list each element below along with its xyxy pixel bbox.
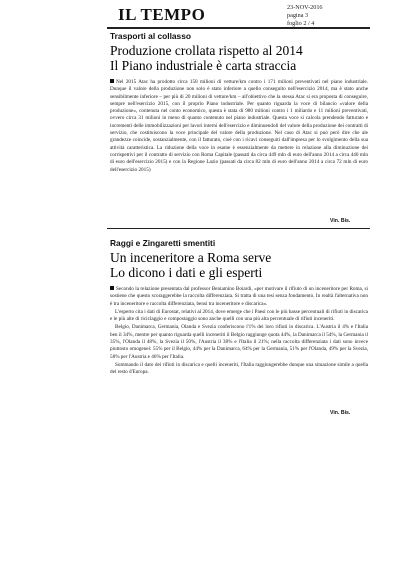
bullet-marker xyxy=(110,79,114,83)
clipping-meta xyxy=(287,4,367,28)
separator-rule xyxy=(107,228,370,229)
article1-headline xyxy=(110,43,370,73)
article2-kicker: Raggi e Zingaretti smentiti xyxy=(110,238,216,248)
article2-body xyxy=(110,286,368,378)
article1-kicker: Trasporti al collasso xyxy=(110,31,191,41)
article2-headline xyxy=(110,250,370,280)
article1-headline-line2: Il Piano industriale è carta straccia xyxy=(110,58,297,73)
article2-headline-line2: Lo dicono i dati e gli esperti xyxy=(110,265,263,280)
clipping-sheet: foglio 2 / 4 xyxy=(287,20,315,27)
top-rule xyxy=(107,27,370,29)
article2-headline-line1: Un inceneritore a Roma serve xyxy=(110,250,272,265)
bullet-marker xyxy=(110,286,114,290)
article2-paragraph: Sommando il dato dei rifiuti in discarica e quelli inceneriti, l'Italia raggiungerebbe dunque una situazione simile a quella del resto d'Europa. xyxy=(110,361,368,376)
article2-paragraph: Belgio, Danimarca, Germania, Olanda e Svezia conferiscono l'1% dei loro rifiuti in discarica. L'Austria il 4% e l'Italia ben il 34%, mentre per quanto riguarda quelli inceneriti il Belgio raggiunge quota 44%, la Danimarca il 54%, la Germania il 35%, l'Olanda il 48%, la Svezia il 50%, l'Austria il 38% e l'Italia il 21%; nella raccolta differenziata i dati sono invece piuttosto omogenei: 55% per il Belgio, 44% per la Danimarca, 64% per la Germania, 51% per l'Olanda, 49% per la Svezia, 58% per l'Austria e 46% per l'Italia. xyxy=(110,324,368,360)
clipping-page: pagina 3 xyxy=(287,12,309,19)
article1-text: Nel 2015 Atac ha prodotto circa 150 milioni di vetture/km contro i 171 milioni preventivati nel piano industriale. Dunque il valore della produzione non solo è stato inferiore a quello conseguito nell'esercizio 2014, ma è stato anche sensibilmente inferiore – per più di 20 milioni di vetture/km – all'obiettivo che la stessa Atac si era proposta di conseguire, sempre nell'esercizio 2015, con il proprio Piano industriale. Per quanto riguarda la voce di bilancio «valore della produzione», contenuta nel conto economico, questa è stata di 980 milioni contro i 1 miliardo e 11 milioni preventivati, ovvero circa 31 milioni in meno di quanto contenuto nel piano industriale. Questa voce si calcola prendendo fatturato e incrementi delle immobilizzazioni per lavori interni dell'esercizio e diminuendoli del valore della produzione dei contratti di servizio, che costituiscono la voce principale del valore della produzione. Nel caso di Atac si può però dire che ale grandezze coincide, sostanzialmente, con il fatturato, cioè con i ricavi conseguiti dall'impresa per lo svolgimento della sua attività caratteristica. La riduzione della voce in esame è essenzialmente da mettere in relazione alla diminuzione dei corrispettivi per il contratto di servizio con Roma Capitale (passati da circa 449 mln di euro dell'anno 2014 a circa 440 mln di euro dell'esercizio 2015) e con la Regione Lazio (passati da circa 82 mln di euro dell'anno 2014 a circa 72 mln di euro dell'esercizio 2015) xyxy=(110,79,368,173)
article2-paragraph: L'esperto cita i dati di Eurostat, relativi al 2014, dove emerge che i Paesi con le più basse percentuali di rifiuti in discarica e le più alte di riciclaggio e compostaggio sono anche quelli con una più alta percentuale di rifiuti inceneriti. xyxy=(110,308,368,323)
article1-signature: Vin. Bis. xyxy=(330,218,351,224)
clipping-date: 23-NOV-2016 xyxy=(287,4,323,11)
article1-paragraph xyxy=(110,79,368,174)
article1-headline-line1: Produzione crollata rispetto al 2014 xyxy=(110,43,303,58)
article2-text: Secondo la relazione presentata dal professor Beniamino Boiardi, «per motivare il rifiuto di un inceneritore per Roma, si sostiene che questo scoraggerebbe la raccolta differenziata. Si tratta di una tesi senza fondamento. In realtà l'alternativa non è tra inceneritore e raccolta differenziata, bensì tra inceneritore e discarica». xyxy=(110,286,368,307)
article1-body xyxy=(110,79,368,175)
article2-signature: Vin. Bis. xyxy=(330,410,351,416)
article2-paragraph xyxy=(110,286,368,308)
newspaper-masthead: IL TEMPO xyxy=(118,5,206,24)
